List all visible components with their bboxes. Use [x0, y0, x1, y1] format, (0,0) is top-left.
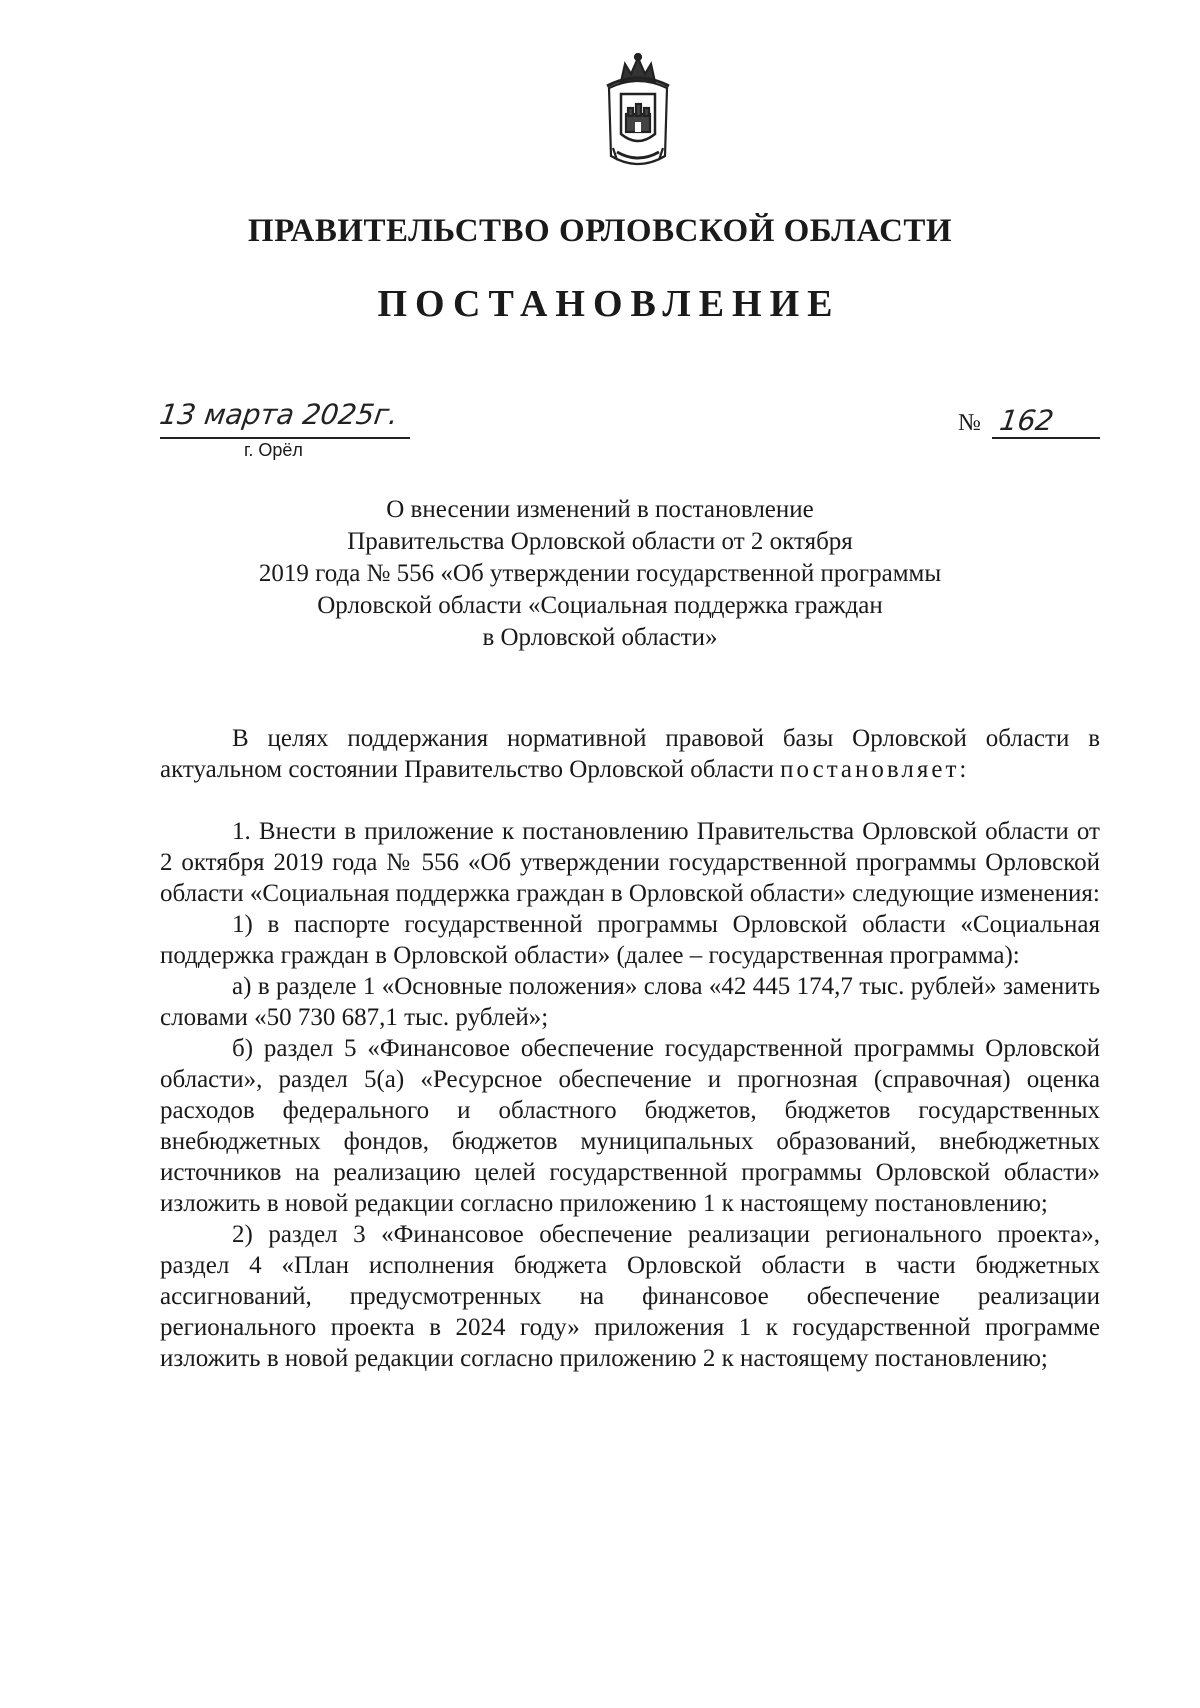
decree-word: постановляет:	[780, 756, 970, 783]
government-title: ПРАВИТЕЛЬСТВО ОРЛОВСКОЙ ОБЛАСТИ	[247, 213, 953, 249]
city-label: г. Орёл	[244, 440, 303, 460]
subject-line: О внесении изменений в постановление	[386, 496, 814, 523]
subject-line: Орловской области «Социальная поддержка граждан	[317, 592, 883, 619]
subject-line: 2019 года № 556 «Об утверждении государственной программы	[258, 560, 942, 587]
subject-line: в Орловской области»	[482, 624, 718, 651]
clause-1: 1. Внести в приложение к постановлению Правительства Орловской области от 2 октября 2019 года № 556 «Об утверждении государственной программы Орловской области «Социальная поддержка граждан в Орловской области» следующие изменения:	[160, 818, 1100, 907]
preamble-paragraph	[160, 723, 1100, 785]
number-sign: №	[958, 410, 981, 436]
clause-1-1-b: б) раздел 5 «Финансовое обеспечение государственной программы Орловской области», раздел 5(а) «Ресурсное обеспечение и прогнозная (справочная) оценка расходов федерального и областного бюджетов, бюджетов государственных внебюджетных фондов, бюджетов муниципальных образований, внебюджетных источников на реализацию целей государственной программы Орловской области» изложить в новой редакции согласно приложению 1 к настоящему постановлению;	[160, 1035, 1100, 1217]
number-underline	[992, 437, 1100, 439]
handwritten-date: 13 марта 2025г.	[157, 398, 401, 431]
clause-1-1: 1) в паспорте государственной программы Орловской области «Социальная поддержка граждан в Орловской области» (далее – государственная программа):	[160, 911, 1100, 969]
date-underline	[160, 437, 410, 439]
document-body	[160, 723, 1100, 1374]
preamble-text: В целях поддержания нормативной правовой базы Орловской области в актуальном состоянии Правительство Орловской области	[160, 725, 1100, 783]
subject-line: Правительства Орловской области от 2 октября	[347, 528, 853, 555]
clause-1-2: 2) раздел 3 «Финансовое обеспечение реализации регионального проекта», раздел 4 «План исполнения бюджета Орловской области в части бюджетных ассигнований, предусмотренных на финансовое обеспечение реализации регионального проекта в 2024 году» приложения 1 к государственной программе изложить в новой редакции согласно приложению 2 к настоящему постановлению;	[160, 1221, 1100, 1372]
document-type-title: ПОСТАНОВЛЕНИЕ	[377, 283, 841, 325]
coat-of-arms-icon	[591, 52, 685, 174]
clause-1-1-a: а) в разделе 1 «Основные положения» слова «42 445 174,7 тыс. рублей» заменить словами «50 730 687,1 тыс. рублей»;	[160, 973, 1100, 1031]
handwritten-number: 162	[997, 404, 1056, 437]
document-subject	[0, 494, 1200, 654]
